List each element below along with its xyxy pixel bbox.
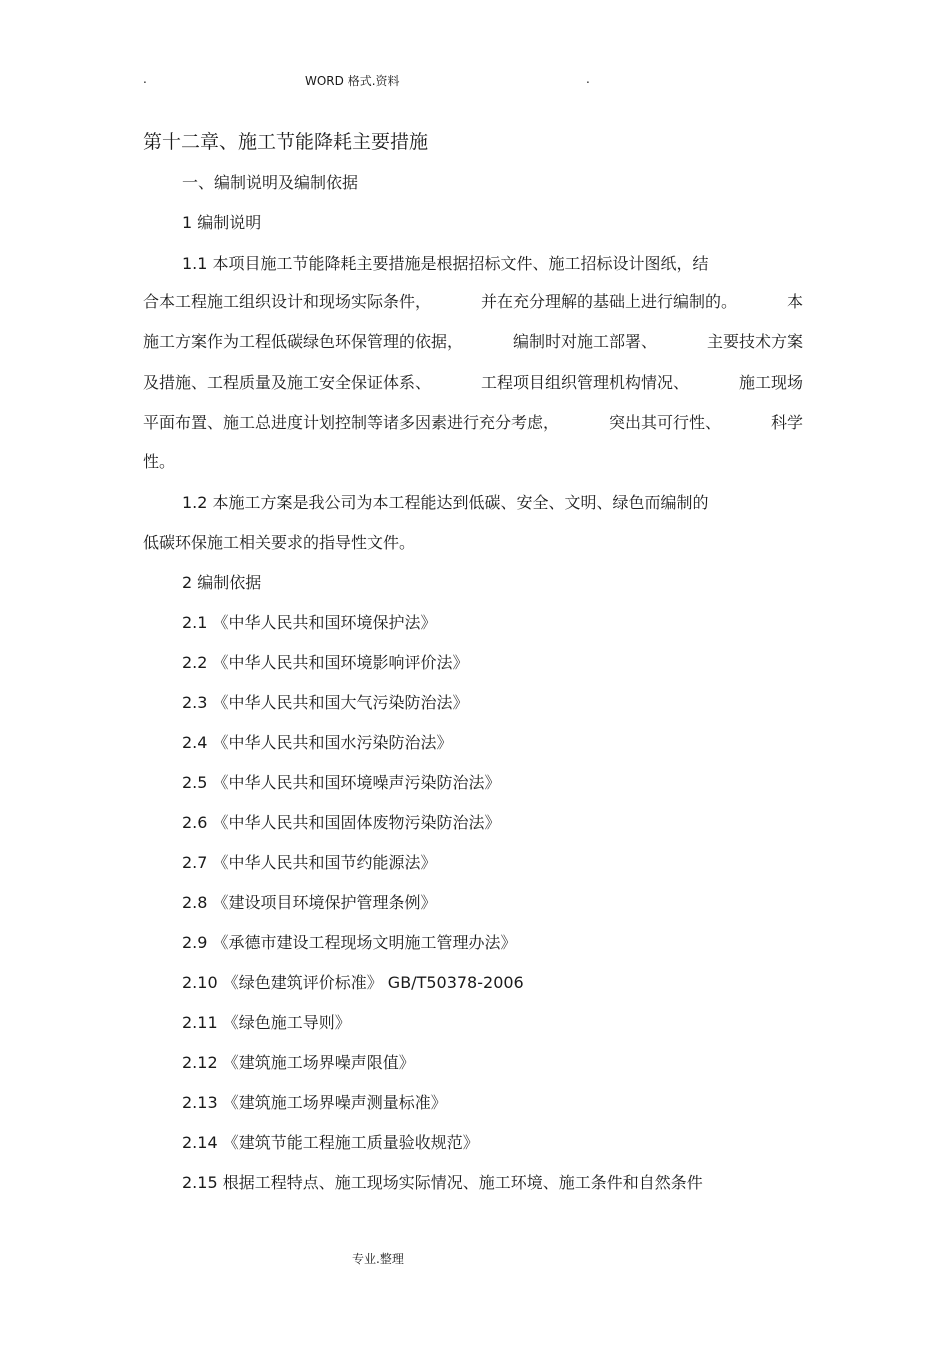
basis-item: 2.15 根据工程特点、施工现场实际情况、施工环境、施工条件和自然条件 — [182, 1173, 703, 1192]
para1-line4 — [143, 371, 803, 395]
para1-line5-seg: 平面布置、施工总进度计划控制等诸多因素进行充分考虑， — [143, 413, 560, 432]
para1-line2-seg: 并在充分理解的基础上进行编制的。 — [480, 292, 737, 311]
chapter-title: 第十二章、施工节能降耗主要措施 — [143, 131, 429, 153]
para1-line4-seg: 及措施、工程质量及施工安全保证体系、 — [143, 373, 432, 392]
para1-line3-seg: 编制时对施工部署、 — [512, 332, 657, 351]
para1-line6: 性。 — [143, 452, 176, 471]
basis-item: 2.13 《建筑施工场界噪声测量标准》 — [182, 1093, 447, 1112]
page-header — [0, 72, 950, 92]
header-dot-left: . — [143, 72, 147, 86]
basis-item: 2.10 《绿色建筑评价标准》 GB/T50378-2006 — [182, 973, 524, 992]
basis-item: 2.4 《中华人民共和国水污染防治法》 — [182, 733, 453, 752]
basis-item: 2.14 《建筑节能工程施工质量验收规范》 — [182, 1133, 479, 1152]
para1-line3-seg: 主要技术方案 — [706, 332, 803, 351]
basis-item: 2.7 《中华人民共和国节约能源法》 — [182, 853, 437, 872]
header-text: WORD 格式.资料 — [305, 74, 400, 88]
basis-item: 2.1 《中华人民共和国环境保护法》 — [182, 613, 437, 632]
para1-line3-seg: 施工方案作为工程低碳绿色环保管理的依据， — [143, 332, 464, 351]
basis-item: 2.2 《中华人民共和国环境影响评价法》 — [182, 653, 469, 672]
para1-line2 — [143, 290, 803, 314]
para1-line4-seg: 工程项目组织管理机构情况、 — [480, 373, 689, 392]
para1-line2-seg: 本 — [786, 292, 803, 311]
para1-line1: 1.1 本项目施工节能降耗主要措施是根据招标文件、施工招标设计图纸，结 — [182, 254, 709, 273]
para1-line5-seg: 科学 — [770, 413, 803, 432]
para1-line5 — [143, 411, 803, 435]
subsection-heading-2: 2 编制依据 — [182, 573, 262, 592]
para2-line2: 低碳环保施工相关要求的指导性文件。 — [143, 533, 416, 552]
section-heading: 一、编制说明及编制依据 — [182, 173, 359, 192]
header-dot-right: . — [586, 72, 590, 86]
basis-item: 2.11 《绿色施工导则》 — [182, 1013, 351, 1032]
basis-item: 2.6 《中华人民共和国固体废物污染防治法》 — [182, 813, 501, 832]
para1-line3 — [143, 330, 803, 354]
page-footer: 专业.整理 — [352, 1252, 404, 1266]
para1-line4-seg: 施工现场 — [738, 373, 803, 392]
subsection-heading-1: 1 编制说明 — [182, 213, 262, 232]
para2-line1: 1.2 本施工方案是我公司为本工程能达到低碳、安全、文明、绿色而编制的 — [182, 493, 709, 512]
basis-item: 2.8 《建设项目环境保护管理条例》 — [182, 893, 437, 912]
para1-line2-seg: 合本工程施工组织设计和现场实际条件， — [143, 292, 432, 311]
para1-line5-seg: 突出其可行性、 — [608, 413, 721, 432]
basis-item: 2.12 《建筑施工场界噪声限值》 — [182, 1053, 415, 1072]
basis-item: 2.9 《承德市建设工程现场文明施工管理办法》 — [182, 933, 517, 952]
basis-item: 2.5 《中华人民共和国环境噪声污染防治法》 — [182, 773, 501, 792]
basis-item: 2.3 《中华人民共和国大气污染防治法》 — [182, 693, 469, 712]
